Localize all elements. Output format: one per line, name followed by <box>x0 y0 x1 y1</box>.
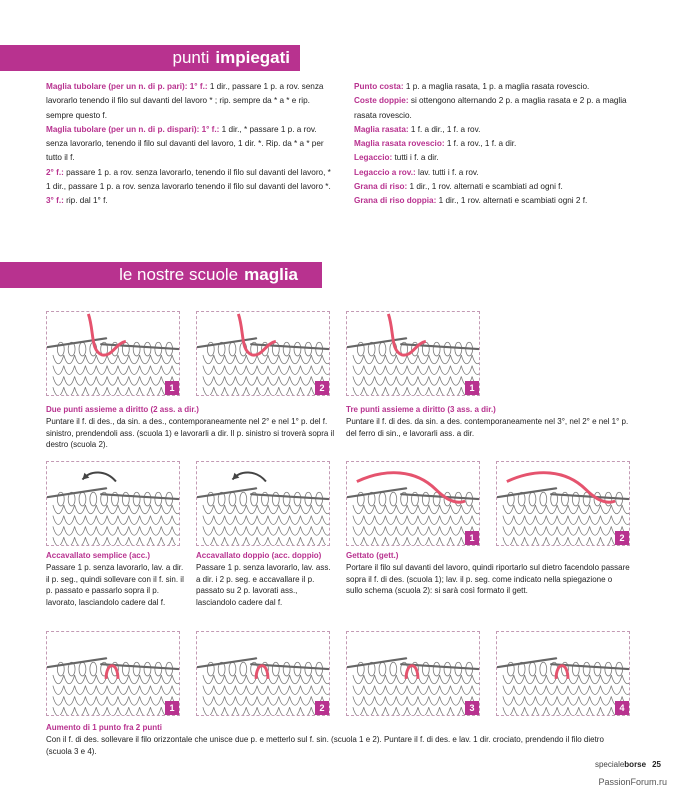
caption-due-punti: Due punti assieme a diritto (2 ass. a dir.) Puntare il f. di des., da sin. a des., contemporaneamente nel 2° e nel 1° p. del f. sinistro, prendendoli ass. (scuola 1) e lavorarli a dir. Il p. sinistro si troverà sopra il destro (scuola 2). <box>46 405 335 450</box>
stitch-entry: Grana di riso: 1 dir., 1 rov. alternati e scambiati ad ogni f. <box>354 182 563 192</box>
figure-number: 3 <box>465 701 479 715</box>
caption-tre-punti: Tre punti assieme a diritto (3 ass. a dir.) Puntare il f. di des. da sin. a des. contemporaneamente nel 3°, nel 2° e nel 1° p. del ferro di sin., e lavorarli ass. a dir. <box>346 405 629 438</box>
knitting-illustration <box>196 461 330 546</box>
knitting-illustration <box>46 461 180 546</box>
knitting-illustration <box>196 631 330 716</box>
stitch-entry: Coste doppie: si ottengono alternando 2 p. a maglia rasata e 2 p. a maglia rasata rovescio. <box>354 96 627 120</box>
stitch-entry: 2° f.: passare 1 p. a rov. senza lavorarlo, tenendo il filo sul davanti del lavoro, * 1 dir., passare 1 p. a rov. senza lavorarlo tenendo il filo sul davanti del lavoro *. <box>46 167 331 192</box>
stitch-drawing <box>47 312 179 395</box>
stitch-entry: Maglia tubolare (per un n. di p. dispari): 1° f.: 1 dir., * passare 1 p. a rov. senza lavorarlo, tenendo il filo sul davanti del lavoro, 1 dir. *. Rip. da * a * per tutto il f. <box>46 124 324 163</box>
stitch-drawing <box>47 462 179 545</box>
stitch-list-left <box>46 80 331 209</box>
banner-title-bold: impiegati <box>215 48 290 67</box>
section-banner-scuole-maglia <box>0 262 322 288</box>
stitch-list-right <box>354 80 629 209</box>
banner-title-light: le nostre scuole <box>119 265 239 284</box>
page-footer: specialeborse 25 <box>594 760 661 769</box>
stitch-drawing <box>497 632 629 715</box>
page-number: 25 <box>652 760 661 769</box>
stitch-entry: 3° f.: rip. dal 1° f. <box>46 196 108 206</box>
knitting-illustration <box>346 461 480 546</box>
banner-title-light: punti <box>172 48 210 67</box>
figure-number: 1 <box>165 701 179 715</box>
caption-accavallato-doppio: Accavallato doppio (acc. doppio) Passare 1 p. senza lavorarlo, lav. ass. a dir. i 2 p. seg. e accavallare il p. passato su 2 p. lavorati ass., lasciandolo cadere dal f. <box>196 551 331 608</box>
stitch-drawing <box>47 632 179 715</box>
stitch-entry: Grana di riso doppia: 1 dir., 1 rov. alternati e scambiati ogni 2 f. <box>354 196 588 206</box>
figure-number: 2 <box>315 381 329 395</box>
stitch-drawing <box>347 462 479 545</box>
stitch-entry: Maglia rasata: 1 f. a dir., 1 f. a rov. <box>354 124 481 134</box>
caption-aumento: Aumento di 1 punto fra 2 punti Con il f. di des. sollevare il filo orizzontale che unisce due p. e metterlo sul f. sin. (scuola 1 e 2). Puntare il f. di des. e lav. 1 dir. crociato, prendendo il filo dietro (scuola 3 e 4). <box>46 723 604 756</box>
stitch-entry: Legaccio a rov.: lav. tutti i f. a rov. <box>354 167 479 177</box>
stitch-drawing <box>197 632 329 715</box>
stitch-drawing <box>197 462 329 545</box>
knitting-illustration <box>496 461 630 546</box>
section-banner-punti-impiegati <box>0 45 300 71</box>
stitch-entry: Maglia tubolare (per un n. di p. pari): 1° f.: 1 dir., passare 1 p. a rov. senza lavorarlo tenendo il filo sul davanti del lavoro * ; rip. sempre da * a * e rip. sempre questo f. <box>46 82 324 120</box>
stitch-entry: Legaccio: tutti i f. a dir. <box>354 153 439 163</box>
banner-title-bold: maglia <box>244 265 298 284</box>
figure-number: 4 <box>615 701 629 715</box>
knitting-illustration <box>46 631 180 716</box>
figure-number: 2 <box>615 531 629 545</box>
stitch-drawing <box>347 632 479 715</box>
stitch-entry: Punto costa: 1 p. a maglia rasata, 1 p. a maglia rasata rovescio. <box>354 82 590 91</box>
knitting-illustration <box>496 631 630 716</box>
stitch-drawing <box>497 462 629 545</box>
figure-number: 1 <box>465 531 479 545</box>
stitch-entry: Maglia rasata rovescio: 1 f. a rov., 1 f. a dir. <box>354 139 517 149</box>
knitting-illustration <box>346 631 480 716</box>
figure-number: 1 <box>465 381 479 395</box>
caption-gettato: Gettato (gett.) Portare il filo sul davanti del lavoro, quindi riportarlo sul dietro facendolo passare sopra il f. di des. (scuola 1); lav. il p. seg. come indicato nella spiegazione o sullo schema (scuola 2): si sarà così formato il gett. <box>346 551 630 596</box>
watermark: PassionForum.ru <box>598 777 667 787</box>
knitting-illustration <box>346 311 480 396</box>
figure-number: 2 <box>315 701 329 715</box>
stitch-drawing <box>197 312 329 395</box>
stitch-drawing <box>347 312 479 395</box>
figure-number: 1 <box>165 381 179 395</box>
knitting-illustration <box>196 311 330 396</box>
caption-accavallato-semplice: Accavallato semplice (acc.) Passare 1 p. senza lavorarlo, lav. a dir. il p. seg., quindi sollevare con il f. sin. il p. passato e passarlo sopra il p. lavorato, lasciandolo cadere dal f. <box>46 551 184 608</box>
knitting-illustration <box>46 311 180 396</box>
